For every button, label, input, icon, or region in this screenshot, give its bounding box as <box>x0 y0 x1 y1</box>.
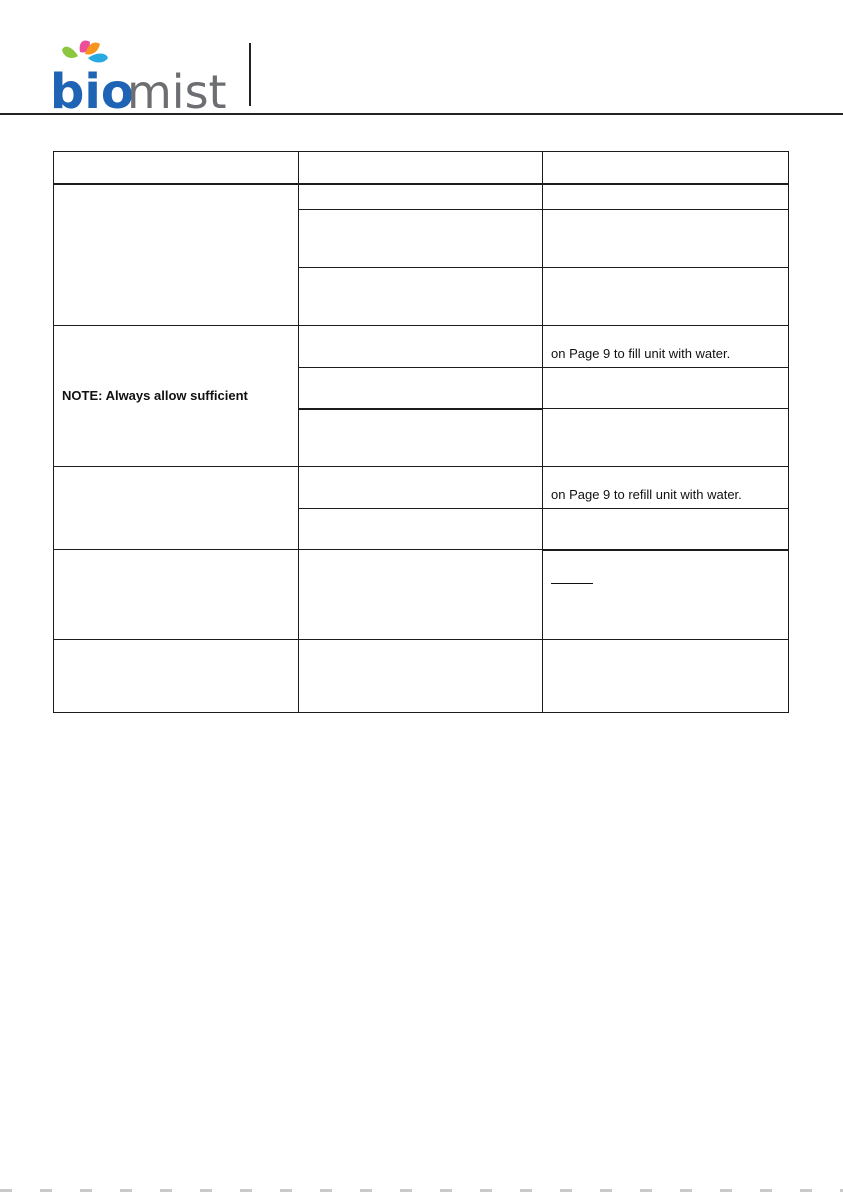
note-text: NOTE: Always allow sufficient <box>62 388 248 403</box>
row-divider <box>298 267 788 268</box>
row-divider <box>298 408 543 410</box>
logo-text-mist: mist <box>127 65 227 113</box>
table-border-left <box>53 151 54 713</box>
group-divider <box>53 466 789 467</box>
table-header-rule <box>53 183 789 185</box>
underline-mark <box>551 583 593 584</box>
table-column-divider-2 <box>542 151 543 713</box>
group-divider <box>53 325 789 326</box>
row-divider <box>298 367 788 368</box>
table-column-divider-1 <box>298 151 299 713</box>
group-divider <box>53 639 789 640</box>
table-border-top <box>53 151 789 152</box>
refill-instruction-text: on Page 9 to refill unit with water. <box>551 487 742 502</box>
table-border-bottom <box>53 712 789 713</box>
group-divider <box>542 549 788 551</box>
row-divider <box>298 209 788 210</box>
table-border-right <box>788 151 789 713</box>
row-divider <box>542 408 788 409</box>
group-divider <box>53 549 543 550</box>
fill-instruction-text: on Page 9 to fill unit with water. <box>551 346 731 361</box>
logo-text-bio: bio <box>50 64 134 113</box>
row-divider <box>298 508 788 509</box>
